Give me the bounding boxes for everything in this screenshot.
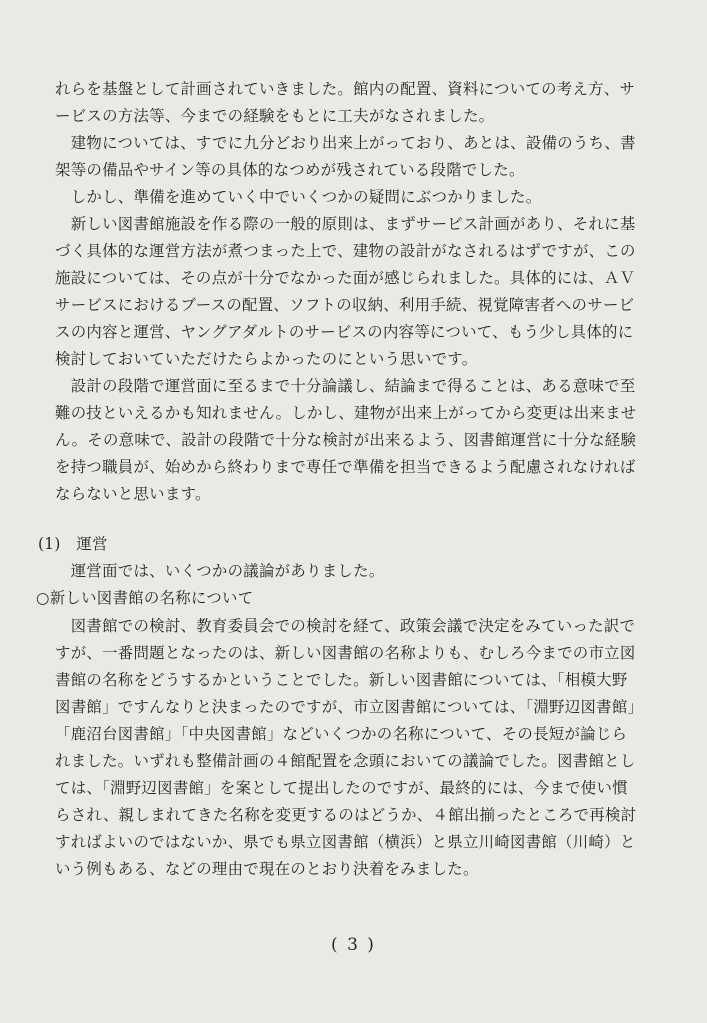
text-line: 書館の名称をどうするかということでした。新しい図書館については、「相模大野 xyxy=(55,671,628,689)
text-line: 検討しておいていただけたらよかったのにという思いです。 xyxy=(55,350,478,368)
text-line: 「鹿沼台図書館」「中央図書館」などいくつかの名称について、その長短が論じら xyxy=(55,725,628,743)
text-line: 架等の備品やサイン等の具体的なつめが残されている段階でした。 xyxy=(55,161,525,179)
text-line: 図書館」ですんなりと決まったのですが、市立図書館については、「淵野辺図書館」 xyxy=(55,698,644,716)
text-line: スの内容と運営、ヤングアダルトのサービスの内容等について、もう少し具体的に xyxy=(55,323,634,341)
text-line: 設計の段階で運営面に至るまで十分論議し、結論まで得ることは、ある意味で至 xyxy=(55,377,636,395)
text-line: 運営面では、いくつかの議論がありました。 xyxy=(55,562,385,580)
text-line: れらを基盤として計画されていきました。館内の配置、資料についての考え方、サ xyxy=(55,80,636,98)
text-line: を持つ職員が、始めから終わりまで専任で準備を担当できるよう配慮されなければ xyxy=(55,458,636,476)
text-line: ービスの方法等、今までの経験をもとに工夫がなされました。 xyxy=(55,107,495,125)
subsection-heading: ○新しい図書館の名称について xyxy=(36,589,254,607)
text-line: しかし、準備を進めていく中でいくつかの疑問にぶつかりました。 xyxy=(55,188,542,206)
text-line: づく具体的な運営方法が煮つまった上で、建物の設計がなされるはずですが、この xyxy=(55,242,636,260)
text-line: 建物については、すでに九分どおり出来上がっており、あとは、設備のうち、書 xyxy=(55,134,636,152)
text-line: すが、一番問題となったのは、新しい図書館の名称よりも、むしろ今までの市立図 xyxy=(55,644,636,662)
text-line: ては、「淵野辺図書館」を案として提出したのですが、最終的には、今まで使い慣 xyxy=(55,779,628,797)
text-line: 新しい図書館施設を作る際の一般的原則は、まずサービス計画があり、それに基 xyxy=(55,215,636,233)
text-line: れました。いずれも整備計画の４館配置を念頭においての議論でした。図書館とし xyxy=(55,752,636,770)
text-line: サービスにおけるブースの配置、ソフトの収納、利用手続、視覚障害者へのサービ xyxy=(55,296,635,314)
text-line: 施設については、その点が十分でなかった面が感じられました。具体的には、ＡＶ xyxy=(55,269,636,287)
section-heading: (1) 運営 xyxy=(38,535,108,553)
text-line: 難の技といえるかも知れません。しかし、建物が出来上がってから変更は出来ませ xyxy=(55,404,637,422)
text-line: すればよいのではないか、県でも県立図書館（横浜）と県立川崎図書館（川崎）と xyxy=(55,833,636,851)
text-line: ん。その意味で、設計の段階で十分な検討が出来るよう、図書館運営に十分な経験 xyxy=(55,431,637,449)
text-line: 図書館での検討、教育委員会での検討を経て、政策会議で決定をみていった訳で xyxy=(55,617,636,635)
page-number: ( 3 ) xyxy=(331,935,376,955)
text-line: らされ、親しまれてきた名称を変更するのはどうか、４館出揃ったところで再検討 xyxy=(55,806,637,824)
text-line: いう例もある、などの理由で現在のとおり決着をみました。 xyxy=(55,860,479,878)
text-line: ならないと思います。 xyxy=(55,485,211,503)
